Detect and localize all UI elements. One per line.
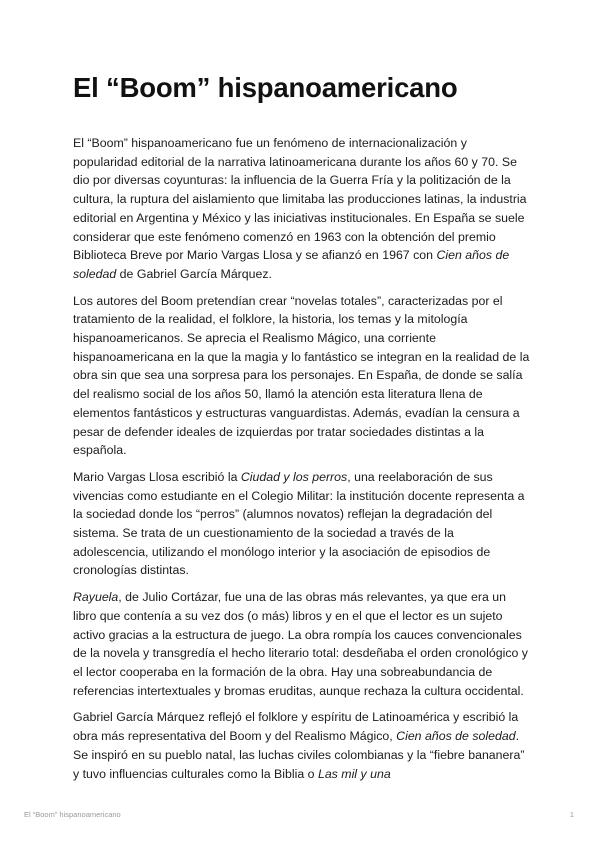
footer-page-number: 1 xyxy=(569,810,574,819)
paragraph xyxy=(73,292,531,460)
footer-document-title: El “Boom” hispanoamericano xyxy=(24,810,121,819)
paragraph xyxy=(73,134,531,284)
paragraph xyxy=(73,588,531,700)
paragraph-text: , una reelaboración de sus vivencias como estudiante en el Colegio Militar: la institución docente representa a la sociedad donde los “perros” (alumnos novatos) reflejan la degradación del sistema. Se trata de un cuestionamiento de la sociedad a través de la adolescencia, utilizando el monólogo interior y la asociación de episodios de cronologías distintas. xyxy=(73,469,525,578)
paragraph-text: . Se inspiró en su pueblo natal, las luchas civiles colombianas y la “fiebre bananera” y tuvo influencias culturales como la Biblia o xyxy=(73,729,525,781)
italic-title-text: Las mil y una xyxy=(317,766,391,781)
italic-title-text: Cien años de soledad xyxy=(396,729,516,744)
paragraph-text: Gabriel García Márquez reflejó el folklore y espíritu de Latinoamérica y escribió la obra más representativa del Boom y del Realismo Mágico, xyxy=(73,710,519,744)
paragraph-text: El “Boom” hispanoamericano fue un fenómeno de internacionalización y popularidad editorial de la narrativa latinoamericana durante los años 60 y 70. Se dio por diversas coyunturas: la influencia de la Guerra Fría y la politización de la cultura, la ruptura del aislamiento que limitaba las producciones latinas, la industria editorial en Argentina y México y las iniciativas institucionales. En España se suele considerar que este fenómeno comenzó en 1963 con la obtención del premio Biblioteca Breve por Mario Vargas Llosa y se afianzó en 1967 con xyxy=(73,136,527,263)
italic-title-text: Cien años de soledad xyxy=(73,248,510,281)
paragraph-text: Los autores del Boom pretendían crear “novelas totales”, caracterizadas por el tratamiento de la realidad, el folklore, la historia, los temas y la mitología hispanoamericanos. Se aprecia el Realismo Mágico, una corriente hispanoamericana en la que la magia y lo fantástico se integran en la realidad de la obra sin que sea una sorpresa para los personajes. En España, de donde se salía del realismo social de los años 50, llamó la atención esta literatura llena de elementos fantásticos y estructuras vanguardistas. Además, evadían la censura a pesar de defender ideales de izquierdas por tratar sociedades distintas a la española. xyxy=(73,293,530,458)
page-title: El “Boom” hispanoamericano xyxy=(73,72,458,103)
paragraph-text: de Gabriel García Márquez. xyxy=(116,266,272,281)
paragraph-text: , de Julio Cortázar, fue una de las obras más relevantes, ya que era un libro que contenía a su vez dos (o más) libros y en el que el lector es un sujeto activo gracias a la estructura de juego. La obra rompía los cauces convencionales de la novela y transgredía el hecho literario total: desdeñaba el orden cronológico y el lector cooperaba en la formación de la obra. Hay una sobreabundancia de referencias intertextuales y bromas eruditas, aunque rechaza la cultura occidental. xyxy=(73,590,528,698)
paragraph xyxy=(73,708,531,783)
italic-title-text: Rayuela xyxy=(73,590,119,605)
document-body xyxy=(73,134,531,791)
paragraph xyxy=(73,468,531,580)
italic-title-text: Ciudad y los perros xyxy=(240,469,348,484)
paragraph-text: Mario Vargas Llosa escribió la xyxy=(73,469,241,484)
